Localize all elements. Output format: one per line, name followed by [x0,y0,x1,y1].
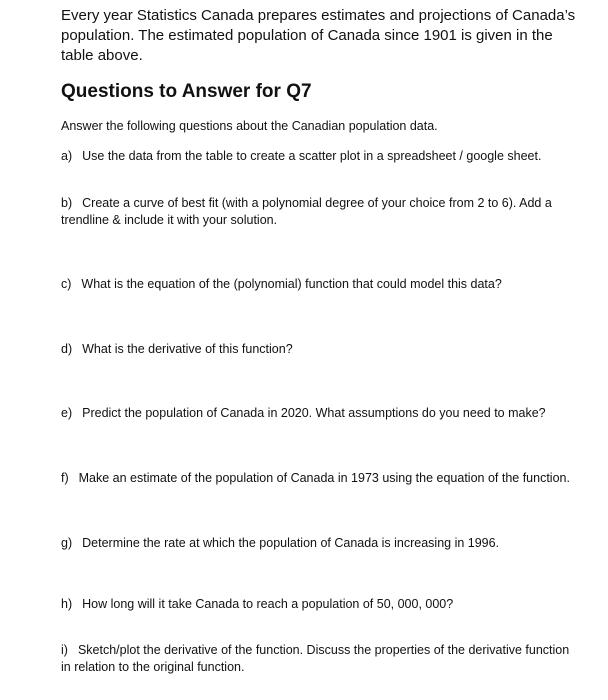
section-heading: Questions to Answer for Q7 [61,81,312,102]
question-h [61,596,581,613]
question-f-text: Make an estimate of the population of Canada in 1973 using the equation of the function. [78,471,570,485]
question-c-text: What is the equation of the (polynomial) function that could model this data? [81,277,502,291]
question-e [61,405,581,422]
question-i [61,642,581,676]
question-g-text: Determine the rate at which the population of Canada is increasing in 1996. [82,536,500,550]
question-a-text: Use the data from the table to create a scatter plot in a spreadsheet / google sheet. [82,149,542,163]
intro-paragraph: Every year Statistics Canada prepares estimates and projections of Canada’s population. The estimated population of Canada since 1901 is given in the table above. [61,7,576,64]
question-h-label: h) [61,597,73,611]
question-c-label: c) [61,277,72,291]
question-b-text: Create a curve of best fit (with a polynomial degree of your choice from 2 to 6). Add a trendline & include it with your solution. [61,196,552,227]
question-d-label: d) [61,342,73,356]
question-d-text: What is the derivative of this function? [82,342,293,356]
question-a-label: a) [61,149,73,163]
question-b-label: b) [61,196,73,210]
question-i-label: i) [61,643,68,657]
question-g-label: g) [61,536,73,550]
question-b [61,195,581,229]
question-d [61,341,581,358]
question-a [61,148,581,165]
question-f [61,470,581,487]
question-f-label: f) [61,471,69,485]
question-c [61,276,581,293]
question-i-text: Sketch/plot the derivative of the function. Discuss the properties of the derivative function in relation to the original function. [61,643,570,674]
lead-text: Answer the following questions about the Canadian population data. [61,119,438,133]
question-e-text: Predict the population of Canada in 2020. What assumptions do you need to make? [82,406,546,420]
question-h-text: How long will it take Canada to reach a population of 50, 000, 000? [82,597,454,611]
question-e-label: e) [61,406,73,420]
question-g [61,535,581,552]
